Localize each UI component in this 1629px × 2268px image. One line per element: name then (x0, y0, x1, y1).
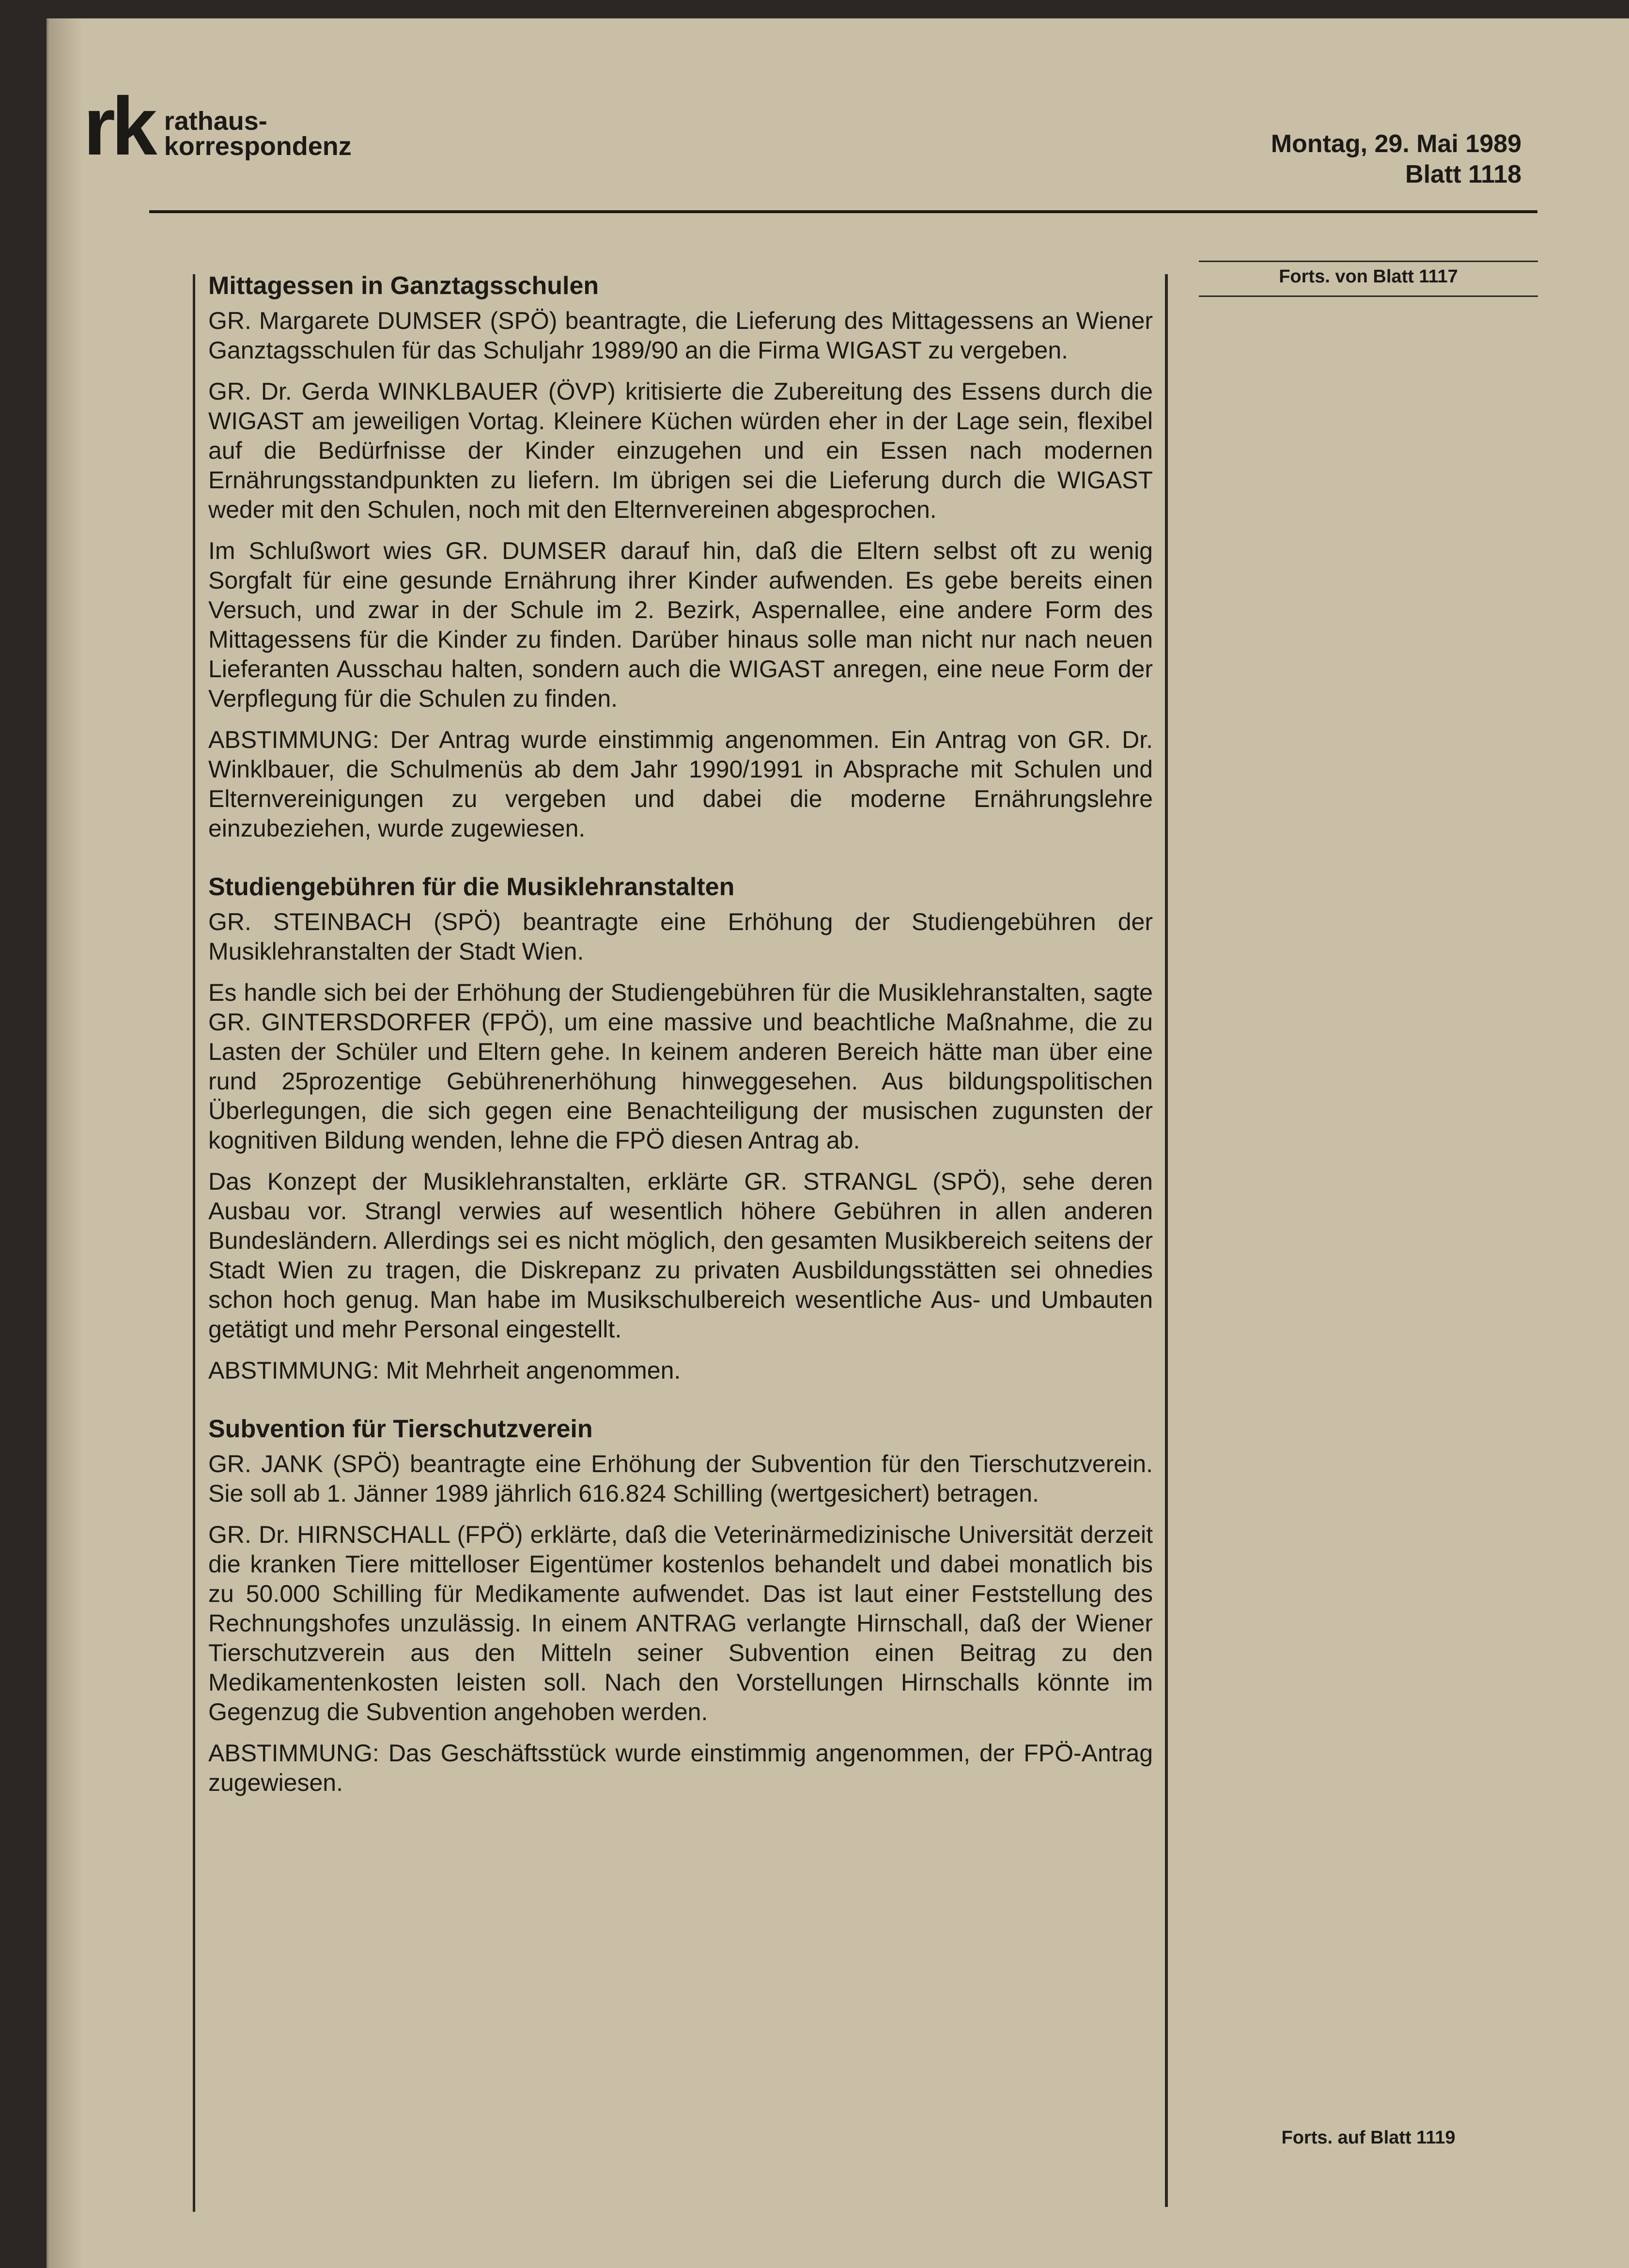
logo-line-2: korrespondenz (164, 131, 352, 161)
issue-date: Montag, 29. Mai 1989 (1271, 130, 1521, 158)
section-heading: Studiengebühren für die Musiklehranstalten (208, 873, 735, 901)
right-column-rule (1165, 274, 1168, 2207)
section-heading: Mittagessen in Ganztagsschulen (208, 272, 599, 300)
continued-on-note: Forts. auf Blatt 1119 (1281, 2128, 1456, 2148)
paragraph: GR. Margarete DUMSER (SPÖ) beantragte, die Lieferung des Mittagessens an Wiener Ganztagsschulen für das Schuljahr 1989/90 an die Firma WIGAST zu vergeben. (208, 307, 1153, 364)
continued-from-note: Forts. von Blatt 1117 (1279, 266, 1458, 287)
logo-wordmark (164, 109, 352, 159)
binding-shadow (48, 18, 82, 2268)
paragraph: Es handle sich bei der Erhöhung der Studiengebühren für die Musiklehranstalten, sagte GR. GINTERSDORFER (FPÖ), um eine massive und beachtliche Maßnahme, die zu Lasten der Schüler und Eltern gehe. In keinem anderen Bereich hätte man über eine rund 25prozentige Gebührenerhöhung hinweggesehen. Aus bildungspolitischen Überlegungen, die sich gegen eine Benachteiligung der musischen zugunsten der kognitiven Bildung wenden, lehne die FPÖ diesen Antrag ab. (208, 979, 1153, 1154)
paragraph: Das Konzept der Musiklehranstalten, erklärte GR. STRANGL (SPÖ), sehe deren Ausbau vor. Strangl verwies auf wesentlich höhere Gebühren in allen anderen Bundesländern. Allerdings sei es nicht möglich, den gesamten Musikbereich seitens der Stadt Wien zu tragen, die Diskrepanz zu privaten Ausbildungsstätten sei ohnedies schon hoch genug. Man habe im Musikschulbereich wesentliche Aus- und Umbauten getätigt und mehr Personal eingestellt. (208, 1168, 1153, 1343)
paragraph: Im Schlußwort wies GR. DUMSER darauf hin, daß die Eltern selbst oft zu wenig Sorgfalt für eine gesunde Ernährung ihrer Kinder aufwenden. Es gebe bereits einen Versuch, und zwar in der Schule im 2. Bezirk, Aspernallee, eine andere Form des Mittagessens für die Kinder zu finden. Darüber hinaus solle man nicht nur nach neuen Lieferanten Ausschau halten, sondern auch die WIGAST anregen, eine neue Form der Verpflegung für die Schulen zu finden. (208, 537, 1153, 712)
left-column-rule (193, 274, 195, 2212)
sidebar-rule-top (1199, 261, 1538, 262)
header-rule (149, 210, 1537, 213)
logo-mark: rk (83, 80, 154, 172)
article-column (208, 270, 1153, 1826)
section-mittagessen (208, 270, 1153, 843)
sidebar-rule-bottom (1199, 295, 1538, 297)
sheet-number: Blatt 1118 (1405, 160, 1521, 189)
paragraph: GR. Dr. Gerda WINKLBAUER (ÖVP) kritisierte die Zubereitung des Essens durch die WIGAST am jeweiligen Vortag. Kleinere Küchen würden eher in der Lage sein, flexibel auf die Bedürfnisse der Kinder einzugehen und ein Essen nach modernen Ernährungsstandpunkten zu liefern. Im übrigen sei die Lieferung durch die WIGAST weder mit den Schulen, noch mit den Elternvereinen abgesprochen. (208, 378, 1153, 523)
logo-line-1: rathaus- (164, 107, 267, 136)
paragraph: ABSTIMMUNG: Das Geschäftsstück wurde einstimmig angenommen, der FPÖ-Antrag zugewiesen. (208, 1740, 1153, 1796)
section-tierschutzverein (208, 1414, 1153, 1798)
paragraph: GR. STEINBACH (SPÖ) beantragte eine Erhöhung der Studiengebühren der Musiklehranstalten der Stadt Wien. (208, 908, 1153, 965)
paragraph: GR. Dr. HIRNSCHALL (FPÖ) erklärte, daß die Veterinärmedizinische Universität derzeit die kranken Tiere mittelloser Eigentümer kostenlos behandelt und dabei monatlich bis zu 50.000 Schilling für Medikamente aufwendet. Das ist laut einer Feststellung des Rechnungshofes unzulässig. In einem ANTRAG verlangte Hirnschall, daß der Wiener Tierschutzverein aus den Mitteln seiner Subvention einen Beitrag zu den Medikamentenkosten leisten soll. Nach den Vorstellungen Hirnschalls könnte im Gegenzug die Subvention angehoben werden. (208, 1521, 1153, 1725)
issue-info (1271, 129, 1521, 190)
section-heading: Subvention für Tierschutzverein (208, 1415, 593, 1443)
paragraph: ABSTIMMUNG: Mit Mehrheit angenommen. (208, 1357, 681, 1384)
paragraph: ABSTIMMUNG: Der Antrag wurde einstimmig angenommen. Ein Antrag von GR. Dr. Winklbauer, die Schulmenüs ab dem Jahr 1990/1991 in Absprache mit Schulen und Elternvereinigungen zu vergeben und dabei die moderne Ernährungslehre einzubeziehen, wurde zugewiesen. (208, 726, 1153, 842)
masthead-logo (83, 80, 352, 172)
paragraph: GR. JANK (SPÖ) beantragte eine Erhöhung der Subvention für den Tierschutzverein. Sie soll ab 1. Jänner 1989 jährlich 616.824 Schilling (wertgesichert) betragen. (208, 1450, 1153, 1507)
document-page (47, 18, 1629, 2268)
section-studiengebuehren (208, 871, 1153, 1385)
